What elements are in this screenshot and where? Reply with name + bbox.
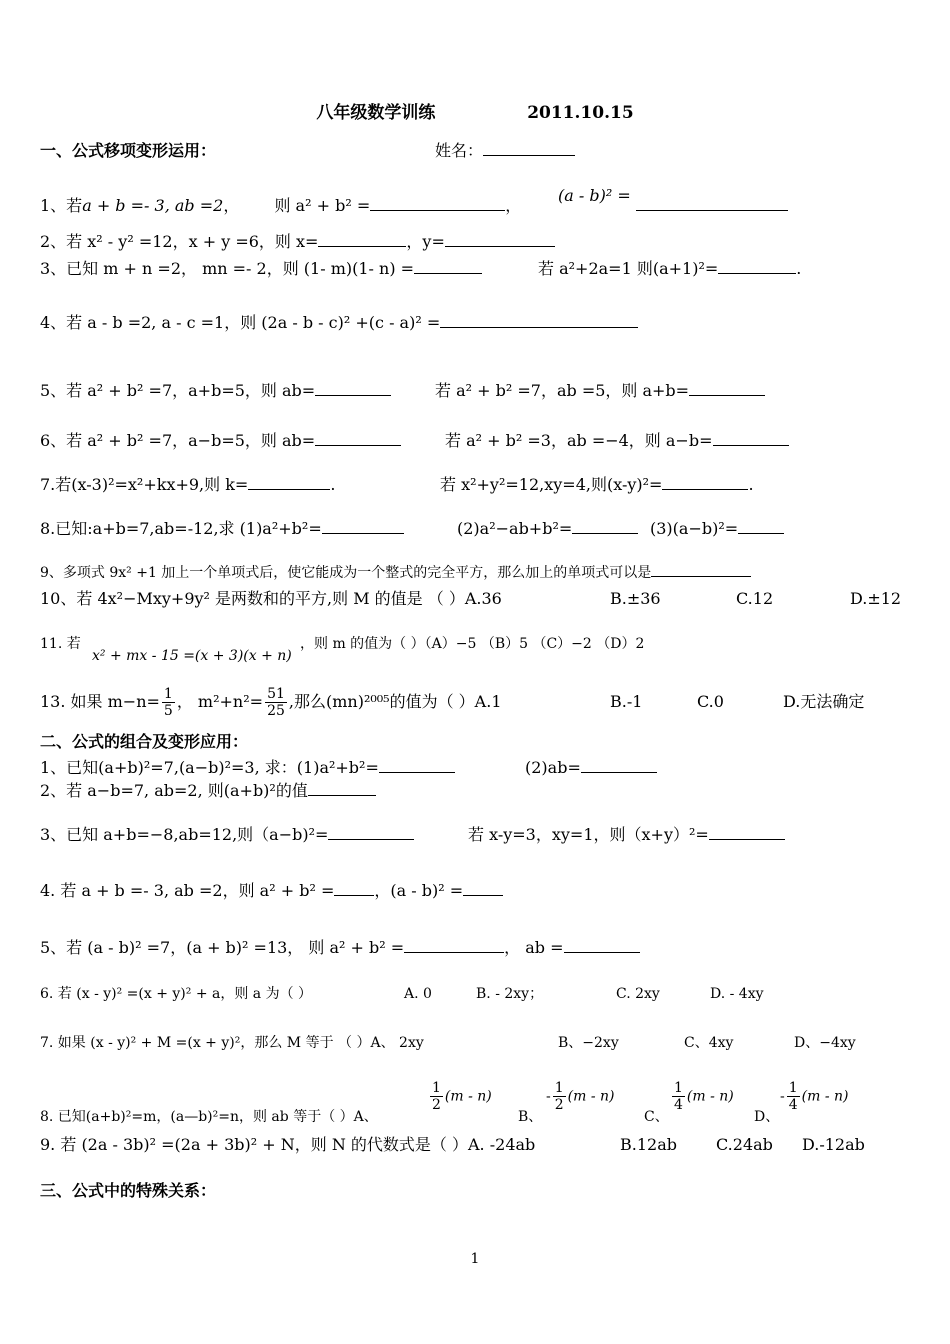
s2-q8-option-d: - $\frac{1}{4}$ (m - n) — [780, 1080, 849, 1113]
s2-q7-b: B、−2xy — [558, 1035, 619, 1051]
s1-q6: 6、若 a² + b² =7，a−b=5，则 ab= — [40, 430, 401, 452]
s2-q6-c: C. 2xy — [616, 986, 660, 1002]
s1-q11-expr: x² + mx - 15 =(x + 3)(x + n) — [92, 648, 292, 664]
s1-q13-d: D.无法确定 — [783, 692, 865, 711]
s2-q9-c: C.24ab — [716, 1135, 773, 1154]
s1-q13-c: C.0 — [697, 692, 724, 711]
s1-q7: 7.若(x-3)²=x²+kx+9,则 k= . — [40, 475, 336, 494]
s1-q10-d: D.±12 — [850, 589, 902, 608]
s2-q3: 3、已知 a+b=−8,ab=12,则（a−b)²= — [40, 824, 414, 846]
s1-q13-b: B.-1 — [610, 692, 643, 711]
s1-q10-b: B.±36 — [610, 589, 661, 608]
s2-q9-d: D.-12ab — [802, 1135, 865, 1154]
s1-q1-expr: (a - b)² = — [558, 186, 631, 205]
s1-q1: 1、若a + b =- 3, ab =2， 则 a² + b² = ， — [40, 196, 522, 215]
s2-q6: 6. 若 (x - y)² =(x + y)² + a，则 a 为（ ） — [40, 986, 313, 1002]
s2-q6-d: D. - 4xy — [710, 986, 764, 1002]
s1-q11-options: ，则 m 的值为（ ）（A）−5 （B）5 （C）−2 （D）2 — [300, 636, 645, 652]
section-1-heading: 一、公式移项变形运用： — [40, 141, 217, 160]
section-2-heading: 二、公式的组合及变形应用： — [40, 732, 249, 751]
title-text: 八年级数学训练 — [316, 103, 436, 123]
s1-q1-blank-1[interactable] — [370, 196, 505, 211]
s2-q8-c-label: C、 — [644, 1109, 669, 1125]
section-3-heading: 三、公式中的特殊关系： — [40, 1181, 217, 1200]
s1-q10: 10、若 4x²−Mxy+9y² 是两数和的平方,则 M 的值是 （ ）A.36 — [40, 589, 502, 608]
s1-q13: 13. 如果 m−n= $\frac{1}{5}$ ， m²+n²= $\frac{51}{25}$ ,那么(mn)²⁰⁰⁵的值为（ ）A.1 — [40, 686, 502, 719]
s2-q7-d: D、−4xy — [794, 1035, 856, 1051]
s2-q8-option-c: $\frac{1}{4}$ (m - n) — [674, 1080, 734, 1113]
s1-q8b: (2)a²−ab+b²= — [457, 518, 638, 540]
s1-q11-label: 11. 若 — [40, 636, 81, 652]
page-title — [0, 98, 950, 123]
s2-q5: 5、若 (a - b)² =7，(a + b)² =13， 则 a² + b² = ， ab = — [40, 937, 640, 959]
s1-q6b: 若 a² + b² =3，ab =−4，则 a−b= — [445, 430, 789, 452]
s2-q8-b-label: B、 — [518, 1109, 543, 1125]
s1-q8c: (3)(a−b)²= — [650, 518, 784, 540]
s2-q9-b: B.12ab — [620, 1135, 677, 1154]
s2-q2: 2、若 a−b=7, ab=2, 则(a+b)²的值 — [40, 780, 376, 802]
s2-q1b: (2)ab= — [525, 757, 657, 779]
s1-q3: 3、已知 m + n =2， mn =- 2，则 (1- m)(1- n) = — [40, 258, 482, 280]
s2-q8-option-a: $\frac{1}{2}$ (m - n) — [432, 1080, 492, 1113]
s1-q4: 4、若 a - b =2, a - c =1，则 (2a - b - c)² +(c - a)² = — [40, 312, 638, 334]
s1-q1-blank-2[interactable] — [636, 195, 788, 217]
s1-q5: 5、若 a² + b² =7，a+b=5，则 ab= — [40, 380, 391, 402]
s1-q2: 2、若 x² - y² =12，x + y =6，则 x= ，y= — [40, 231, 555, 253]
s1-q8: 8.已知:a+b=7,ab=-12,求 (1)a²+b²= — [40, 518, 404, 540]
s2-q1: 1、已知(a+b)²=7,(a−b)²=3, 求：(1)a²+b²= — [40, 757, 455, 779]
title-date: 2011.10.15 — [527, 103, 634, 123]
s1-q9: 9、多项式 9x² +1 加上一个单项式后，使它能成为一个整式的完全平方，那么加上的单项式可以是 — [40, 562, 751, 584]
s2-q4: 4. 若 a + b =- 3, ab =2，则 a² + b² = ，(a - b)² = — [40, 880, 503, 902]
s2-q7-c: C、4xy — [684, 1035, 734, 1051]
s2-q8: 8. 已知(a+b)²=m，(a—b)²=n，则 ab 等于（ ）A、 — [40, 1109, 378, 1125]
page-number: 1 — [470, 1251, 480, 1267]
name-label: 姓名： — [435, 140, 575, 162]
s1-q5b: 若 a² + b² =7，ab =5，则 a+b= — [435, 380, 765, 402]
s1-q3b: 若 a²+2a=1 则(a+1)²= . — [538, 259, 802, 278]
s2-q9: 9. 若 (2a - 3b)² =(2a + 3b)² + N，则 N 的代数式是（ ）A. -24ab — [40, 1135, 536, 1154]
s2-q3b: 若 x-y=3，xy=1，则（x+y）²= — [468, 824, 785, 846]
s2-q8-d-label: D、 — [754, 1109, 780, 1125]
s1-q10-c: C.12 — [736, 589, 774, 608]
s2-q6-b: B. - 2xy； — [476, 986, 544, 1002]
s2-q7: 7. 如果 (x - y)² + M =(x + y)²，那么 M 等于 （ ）A、 2xy — [40, 1035, 424, 1051]
s2-q8-option-b: - $\frac{1}{2}$ (m - n) — [546, 1080, 615, 1113]
s1-q7b: 若 x²+y²=12,xy=4,则(x-y)²= . — [440, 475, 754, 494]
s2-q6-a: A. 0 — [404, 986, 432, 1002]
name-blank[interactable] — [483, 141, 575, 156]
